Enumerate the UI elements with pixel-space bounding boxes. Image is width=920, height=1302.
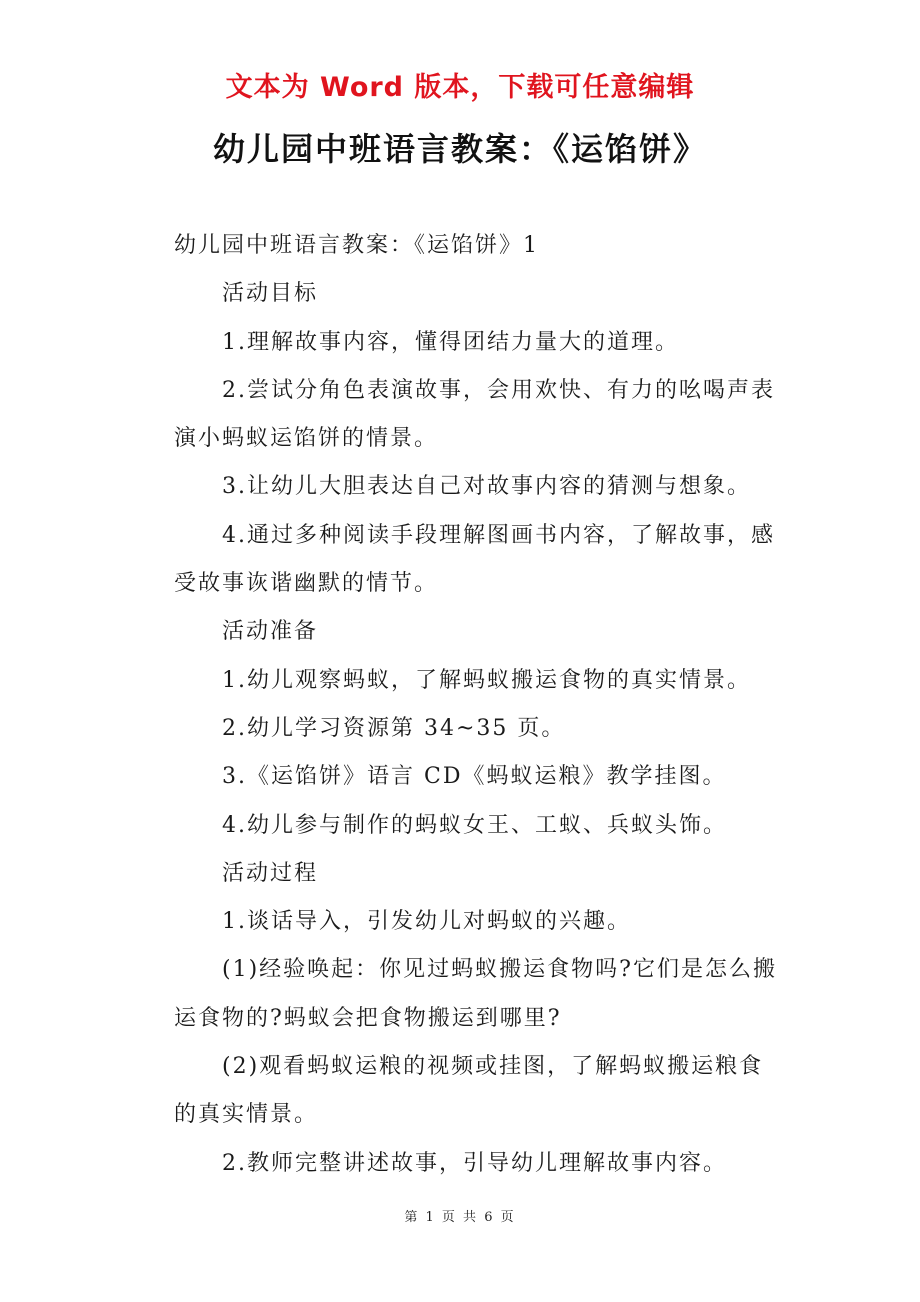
section-heading-preparation: 活动准备 [222,619,319,645]
paragraph: 1.幼儿观察蚂蚁，了解蚂蚁搬运食物的真实情景。 [222,667,751,693]
page-number-footer: 第 1 页 共 6 页 [404,1210,516,1225]
document-body [174,222,784,1188]
paragraph: 幼儿园中班语言教案：《运馅饼》1 [174,233,539,258]
paragraph: 2.尝试分角色表演故事，会用欢快、有力的吆喝声表演小蚂蚁运馅饼的情景。 [174,377,775,452]
paragraph: 1.理解故事内容，懂得团结力量大的道理。 [222,329,679,355]
paragraph: (1)经验唤起：你见过蚂蚁搬运食物吗?它们是怎么搬运食物的?蚂蚁会把食物搬运到哪里? [174,957,777,1031]
paragraph: 1.谈话导入，引发幼儿对蚂蚁的兴趣。 [222,909,631,935]
page-title: 幼儿园中班语言教案：《运馅饼》 [212,130,707,168]
paragraph: 3.让幼儿大胆表达自己对故事内容的猜测与想象。 [222,474,751,500]
paragraph: 3.《运馅饼》语言 CD《蚂蚁运粮》教学挂图。 [222,764,727,790]
paragraph: 4.幼儿参与制作的蚂蚁女王、工蚁、兵蚁头饰。 [222,812,727,838]
paragraph: 4.通过多种阅读手段理解图画书内容，了解故事，感受故事诙谐幽默的情节。 [174,522,775,597]
paragraph: (2)观看蚂蚁运粮的视频或挂图，了解蚂蚁搬运粮食的真实情景。 [174,1054,764,1128]
paragraph: 2.幼儿学习资源第 34~35 页。 [222,715,566,741]
section-heading-goals: 活动目标 [222,281,319,307]
editable-notice-banner: 文本为 Word 版本，下载可任意编辑 [225,72,695,103]
section-heading-process: 活动过程 [222,860,319,886]
paragraph: 2.教师完整讲述故事，引导幼儿理解故事内容。 [222,1150,727,1176]
